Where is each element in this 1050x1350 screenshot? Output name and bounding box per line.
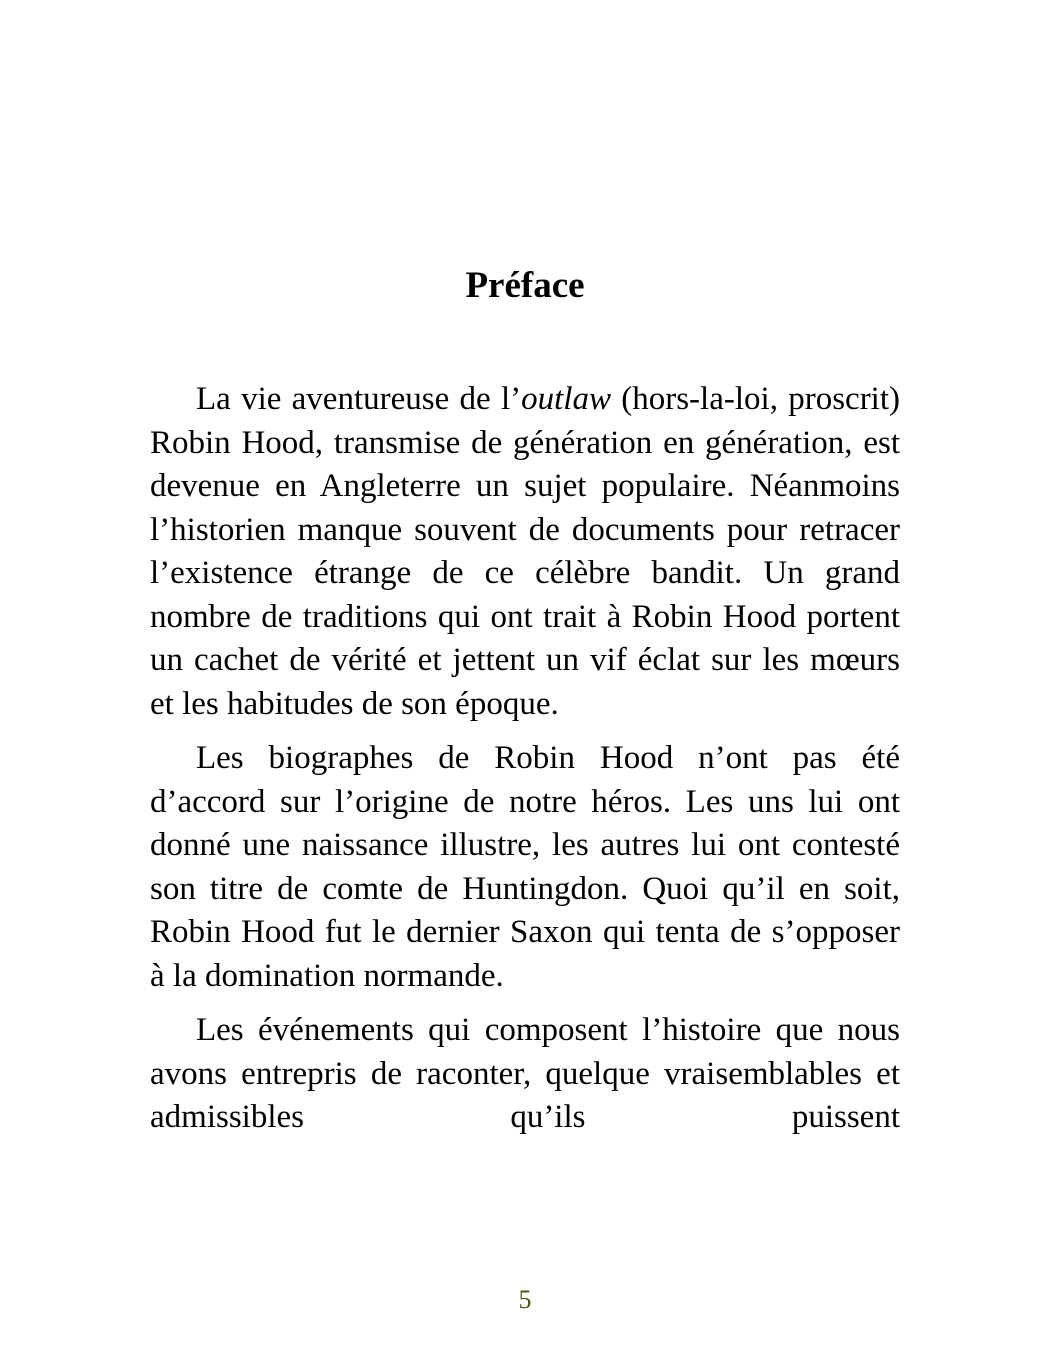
paragraph-3: Les événements qui composent l’histoire que nous avons entrepris de raconter, quelque vraisemblables et admissibles qu’ils puissent xyxy=(150,1012,900,1135)
page-title: Préface xyxy=(465,265,585,306)
paragraph-2: Les biographes de Robin Hood n’ont pas été d’accord sur l’origine de notre héros. Les uns lui ont donné une naissance illustre, les autres lui ont contesté son titre de comte de Huntingdon. Quoi qu’il en soit, Robin Hood fut le dernier Saxon qui tenta de s’opposer à la domination normande. xyxy=(150,740,900,994)
paragraph-1-start: La vie aventureuse de l’ xyxy=(196,381,522,417)
paragraph-1-rest: (hors-la-loi, proscrit) Robin Hood, transmise de génération en génération, est devenue en Angleterre un sujet populaire. Néanmoins l’historien manque souvent de documents pour retracer l’existence étrange de ce célèbre bandit. Un grand nombre de traditions qui ont trait à Robin Hood portent un cachet de vérité et jettent un vif éclat sur les mœurs et les habitudes de son époque. xyxy=(150,381,901,722)
paragraph-1 xyxy=(150,378,900,726)
italic-term: outlaw xyxy=(521,381,611,417)
page-number: 5 xyxy=(518,1285,532,1314)
body-text xyxy=(150,378,900,1151)
